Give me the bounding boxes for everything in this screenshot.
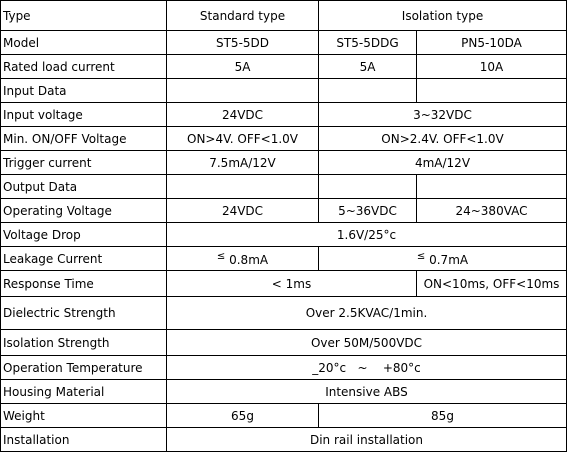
cell-isolation-2: ON<10ms, OFF<10ms xyxy=(417,271,567,297)
cell-isolation-1: 5~36VDC xyxy=(319,199,417,223)
cell-isolation-1: 5A xyxy=(319,55,417,79)
row-label: Installation xyxy=(1,428,167,452)
empty-cell xyxy=(417,79,567,103)
cell-all: 1.6V/25°c xyxy=(167,223,567,247)
cell-standard: 7.5mA/12V xyxy=(167,151,319,175)
cell-standard xyxy=(167,247,319,271)
cell-isolation-2: 24~380VAC xyxy=(417,199,567,223)
row-label: Input voltage xyxy=(1,103,167,127)
row-label: Operation Temperature xyxy=(1,356,167,380)
cell-standard: 5A xyxy=(167,55,319,79)
table-row-installation xyxy=(1,428,567,452)
header-isolation-type: Isolation type xyxy=(319,1,567,31)
le-symbol: ≤ xyxy=(216,251,226,262)
table-row-model xyxy=(1,31,567,55)
table-row-response xyxy=(1,271,567,297)
section-label: Output Data xyxy=(1,175,167,199)
le-symbol: ≤ xyxy=(416,251,426,262)
empty-cell xyxy=(319,175,417,199)
cell-isolation-2: PN5-10DA xyxy=(417,31,567,55)
table-row-header xyxy=(1,1,567,31)
table-row-temperature xyxy=(1,356,567,380)
empty-cell xyxy=(319,79,417,103)
cell-isolation: 85g xyxy=(319,404,567,428)
row-label: Isolation Strength xyxy=(1,330,167,356)
cell-isolation: ON>2.4V. OFF<1.0V xyxy=(319,127,567,151)
row-label: Housing Material xyxy=(1,380,167,404)
cell-value: 0.8mA xyxy=(225,253,269,267)
table-row-weight xyxy=(1,404,567,428)
row-label: Voltage Drop xyxy=(1,223,167,247)
table-row-housing xyxy=(1,380,567,404)
cell-standard: ON>4V. OFF<1.0V xyxy=(167,127,319,151)
row-label: Trigger current xyxy=(1,151,167,175)
cell-standard: 24VDC xyxy=(167,199,319,223)
cell-all: Din rail installation xyxy=(167,428,567,452)
table-row-input-data xyxy=(1,79,567,103)
row-label: Operating Voltage xyxy=(1,199,167,223)
cell-isolation: 3~32VDC xyxy=(319,103,567,127)
table-row-isolation xyxy=(1,330,567,356)
table-row-output-data xyxy=(1,175,567,199)
header-type-label: Type xyxy=(1,1,167,31)
row-label: Min. ON/OFF Voltage xyxy=(1,127,167,151)
row-label: Model xyxy=(1,31,167,55)
cell-isolation: 4mA/12V xyxy=(319,151,567,175)
cell-all: _20°c ~ +80°c xyxy=(167,356,567,380)
section-label: Input Data xyxy=(1,79,167,103)
cell-isolation xyxy=(319,247,567,271)
row-label: Response Time xyxy=(1,271,167,297)
header-standard-type: Standard type xyxy=(167,1,319,31)
cell-all: Over 2.5KVAC/1min. xyxy=(167,297,567,330)
empty-cell xyxy=(417,175,567,199)
row-label: Rated load current xyxy=(1,55,167,79)
table-row-voltage-drop xyxy=(1,223,567,247)
cell-standard: 65g xyxy=(167,404,319,428)
row-label: Weight xyxy=(1,404,167,428)
cell-all: Over 50M/500VDC xyxy=(167,330,567,356)
cell-isolation-2: 10A xyxy=(417,55,567,79)
cell-isolation-1: ST5-5DDG xyxy=(319,31,417,55)
table-row-input-voltage xyxy=(1,103,567,127)
cell-all: Intensive ABS xyxy=(167,380,567,404)
table-row-rated-load xyxy=(1,55,567,79)
row-label: Leakage Current xyxy=(1,247,167,271)
empty-cell xyxy=(167,175,319,199)
cell-standard: 24VDC xyxy=(167,103,319,127)
table-row-operating-voltage xyxy=(1,199,567,223)
cell-standard: ST5-5DD xyxy=(167,31,319,55)
cell-value: 0.7mA xyxy=(425,253,469,267)
table-row-leakage xyxy=(1,247,567,271)
row-label: Dielectric Strength xyxy=(1,297,167,330)
cell-standard-iso1: < 1ms xyxy=(167,271,417,297)
empty-cell xyxy=(167,79,319,103)
table-row-dielectric xyxy=(1,297,567,330)
table-row-trigger xyxy=(1,151,567,175)
table-row-min-on-off xyxy=(1,127,567,151)
